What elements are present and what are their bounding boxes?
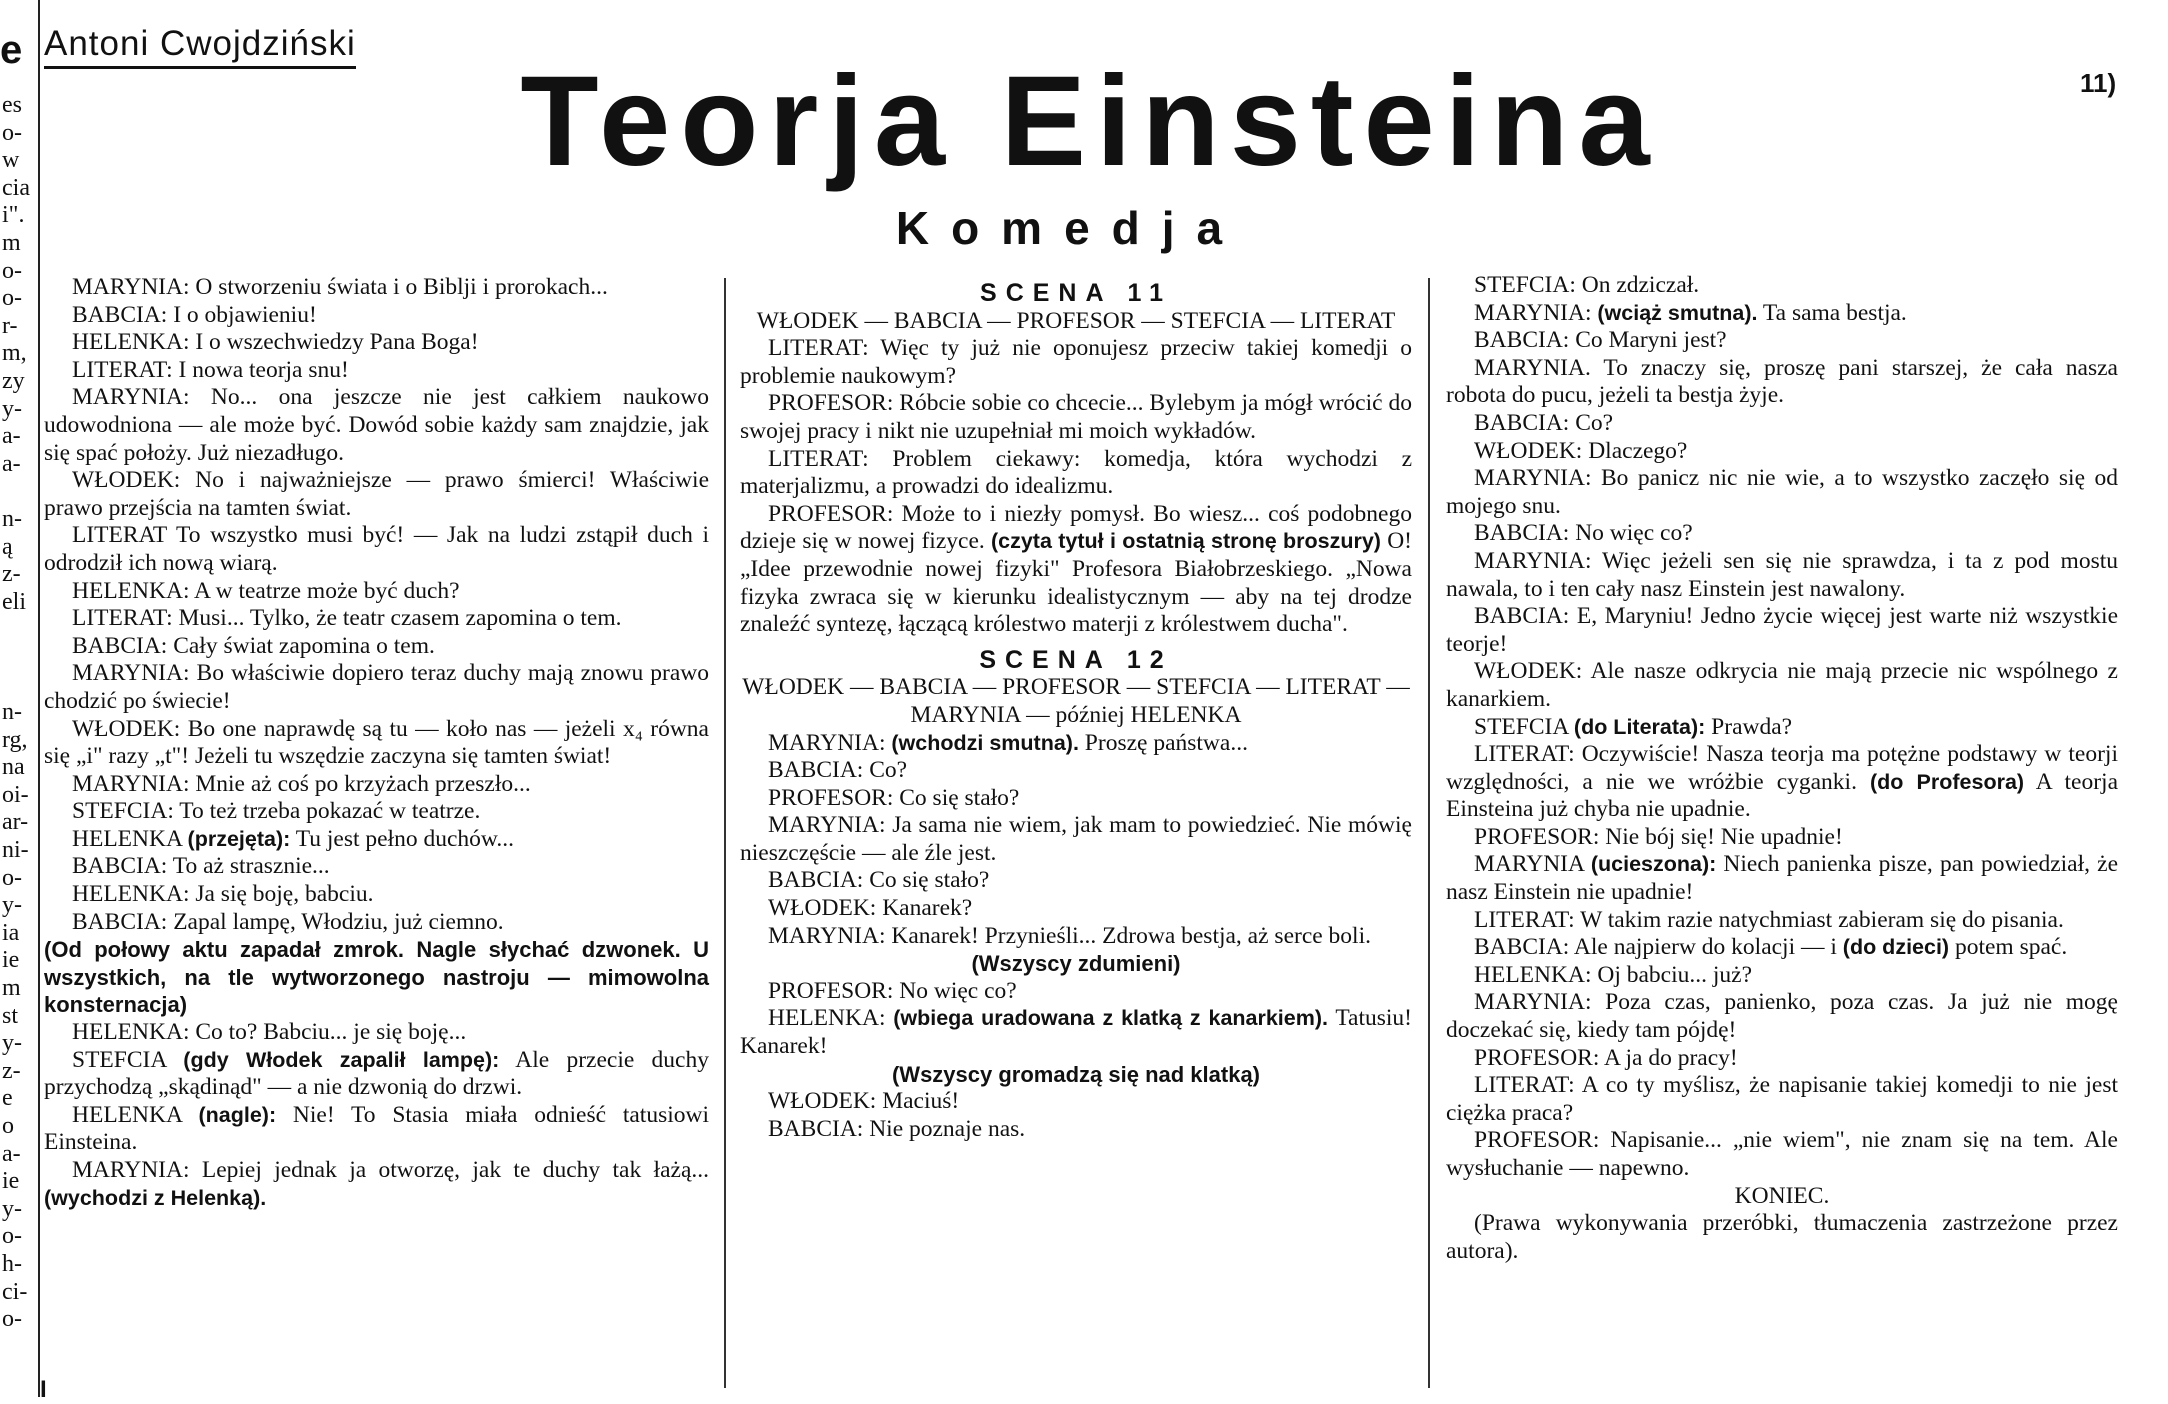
line-text: BABCIA: I o objawieniu!	[72, 301, 317, 328]
line-text: PROFESOR: Nie bój się! Nie upadnie!	[1474, 823, 1843, 850]
line-text: WŁODEK: Maciuś!	[768, 1088, 960, 1115]
line-text: LITERAT: Musi... Tylko, że teatr czasem zapomina o tem.	[72, 605, 622, 632]
dialogue-line	[44, 1157, 709, 1212]
line-text: PROFESOR: Co się stało?	[768, 784, 1020, 811]
line-text: WŁODEK: Bo one naprawdę są tu — koło nas — jeżeli x₄ równa się „i" razy „t"! Jeżeli tu wszędzie zaczyna się tamten świat!	[44, 715, 709, 770]
dialogue-line	[740, 785, 1412, 813]
edge-fragment: w	[2, 147, 20, 174]
inline-stage-direction: (gdy Włodek zapalił lampę):	[183, 1047, 500, 1072]
edge-fragment: oi-	[2, 781, 29, 808]
edge-fragment: a-	[2, 423, 21, 450]
line-text: A teorja Einsteina już chyba nie upadnie.	[1446, 768, 2118, 823]
line-text: STEFCIA	[1474, 713, 1574, 740]
edge-fragment: z-	[2, 1057, 21, 1084]
edge-fragment: zy	[2, 367, 25, 394]
dialogue-line	[44, 771, 709, 799]
line-text: MARYNIA: Poza czas, panienko, poza czas. Ja już nie mogę doczekać się, kiedy tam pójdę!	[1446, 989, 2118, 1044]
line-text: WŁODEK: Ale nasze odkrycia nie mają przecie nic wspólnego z kanarkiem.	[1446, 658, 2118, 712]
line-text: PROFESOR: No więc co?	[768, 977, 1017, 1004]
line-text: MARYNIA: Kanarek! Przynieśli... Zdrowa bestja, aż serce boli.	[768, 922, 1371, 949]
line-text: (Wszyscy gromadzą się nad klatką)	[891, 1061, 1261, 1087]
dialogue-line	[1446, 989, 2118, 1044]
edge-fragment: ie	[2, 947, 20, 974]
dialogue-line	[1446, 907, 2118, 935]
line-text: LITERAT: Oczywiście! Nasza teorja ma potężne podstawy w teorji względności, a nie we wróżbie cyganki.	[1446, 741, 2118, 795]
edge-fragment: n-	[2, 699, 22, 726]
page-subtitle: Komedja	[895, 202, 1245, 254]
line-text: LITERAT: I nowa teorja snu!	[72, 356, 349, 383]
dialogue-line	[44, 605, 709, 633]
previous-page-edge	[0, 0, 40, 1397]
line-text: Ale przecie duchy przychodzą „skądinąd" — a nie dzwonią do drzwi.	[44, 1046, 709, 1101]
column-divider	[724, 278, 726, 1388]
edge-fragment: m	[2, 975, 21, 1001]
edge-fragment	[2, 616, 30, 644]
dialogue-line	[740, 501, 1412, 639]
edge-fragment: o-	[2, 1306, 22, 1333]
line-text: BABCIA: To aż strasznie...	[72, 853, 330, 880]
line-text: HELENKA: I o wszechwiedzy Pana Boga!	[72, 329, 479, 356]
dialogue-line	[1446, 1072, 2118, 1127]
dialogue-line	[1446, 603, 2118, 658]
inline-stage-direction: (czyta tytuł i ostatnią stronę broszury)	[990, 529, 1381, 554]
edge-fragment: o-	[2, 257, 22, 284]
line-text: Ta sama bestja.	[1757, 299, 1907, 326]
text-column-2	[740, 272, 1412, 1143]
line-text: HELENKA: Co to? Babciu... je się boję...	[72, 1019, 467, 1046]
line-text: HELENKA	[72, 1101, 199, 1128]
column-divider	[1428, 278, 1430, 1388]
text-column-3	[1446, 272, 2118, 1265]
cast-line	[1446, 1183, 2118, 1211]
dialogue-line	[740, 446, 1412, 501]
line-text: KONIEC.	[1734, 1182, 1830, 1209]
line-text: STEFCIA: On zdziczał.	[1474, 272, 1700, 298]
dialogue-line	[44, 329, 709, 357]
dialogue-line	[1446, 934, 2118, 962]
line-text: MARYNIA: Bo właściwie dopiero teraz duchy mają znowu prawo chodzić po świecie!	[44, 660, 709, 714]
line-text: MARYNIA. To znaczy się, proszę pani starszej, że cała nasza robota do pucu, jeżeli ta bestja żyje.	[1446, 354, 2118, 409]
dialogue-line	[44, 798, 709, 826]
dialogue-line	[44, 274, 709, 302]
edge-fragment: ar-	[2, 809, 29, 836]
dialogue-line	[44, 826, 709, 854]
dialogue-line	[44, 357, 709, 385]
edge-fragment: h-	[2, 1250, 22, 1277]
inline-stage-direction: (do Literata):	[1573, 714, 1706, 739]
edge-fragment: na	[2, 754, 25, 781]
edge-fragment: e	[2, 1085, 13, 1112]
dialogue-line	[1446, 714, 2118, 742]
line-text: BABCIA: Co Maryni jest?	[1474, 327, 1727, 354]
dialogue-line	[1446, 272, 2118, 300]
line-text: Proszę państwa...	[1078, 729, 1248, 756]
dialogue-line	[44, 1047, 709, 1102]
edge-fragment: o	[2, 1112, 14, 1139]
line-text: LITERAT: Problem ciekawy: komedja, która wychodzi z materjalizmu, a prowadzi do idealizmu.	[740, 445, 1412, 500]
stage-direction	[740, 950, 1412, 978]
dialogue-line	[1446, 355, 2118, 410]
dialogue-line	[1446, 410, 2118, 438]
edge-fragment: y-	[2, 892, 22, 919]
edge-fragment: y-	[2, 395, 22, 422]
line-text: WŁODEK — BABCIA — PROFESOR — STEFCIA — LITERAT	[756, 307, 1396, 334]
dialogue-line	[740, 1005, 1412, 1060]
dialogue-line	[740, 335, 1412, 390]
dialogue-line	[1446, 438, 2118, 466]
scene-heading	[740, 647, 1412, 675]
edge-fragment: cia	[2, 174, 30, 201]
dialogue-line	[44, 633, 709, 661]
line-text: Niech panienka pisze, pan powiedział, że nasz Einstein nie upadnie!	[1446, 851, 2119, 906]
line-text: PROFESOR: Może to i niezły pomysł. Bo wiesz... coś podobnego dzieje się w nowej fizyce.	[740, 500, 1412, 555]
line-text: WŁODEK: No i najważniejsze — prawo śmierci! Właściwie prawo przejścia na tamten świat.	[44, 467, 709, 521]
inline-stage-direction: (przejęta):	[187, 826, 291, 851]
line-text: WŁODEK: Dlaczego?	[1474, 437, 1688, 464]
line-text: WŁODEK — BABCIA — PROFESOR — STEFCIA — LITERAT — MARYNIA — później HELENKA	[742, 674, 1410, 728]
inline-stage-direction: (ucieszona):	[1590, 852, 1717, 877]
dialogue-line	[44, 909, 709, 937]
edge-fragment: st	[2, 1002, 19, 1029]
edge-fragment: es	[2, 92, 22, 118]
dialogue-line	[44, 853, 709, 881]
line-text: STEFCIA	[72, 1046, 184, 1073]
line-text: MARYNIA: Mnie aż coś po krzyżach przeszło...	[72, 770, 531, 797]
edge-fragment	[2, 478, 30, 506]
line-text: BABCIA: Ale najpierw do kolacji — i	[1474, 934, 1843, 961]
line-text: MARYNIA	[1474, 851, 1591, 878]
stage-direction	[44, 936, 709, 1019]
line-text: PROFESOR: A ja do pracy!	[1474, 1044, 1738, 1071]
edge-fragment: y-	[2, 1030, 22, 1057]
line-text: HELENKA:	[768, 1005, 894, 1032]
dialogue-line	[1446, 465, 2118, 520]
line-text: LITERAT To wszystko musi być! — Jak na ludzi zstąpił duch i odrodził ich nową wiarą.	[44, 522, 709, 576]
dialogue-line	[44, 660, 709, 715]
line-text: MARYNIA:	[1474, 299, 1598, 326]
line-text: LITERAT: Więc ty już nie oponujesz przeciw takiej komedji o problemie naukowym?	[740, 335, 1412, 389]
inline-stage-direction: (wchodzi smutna).	[891, 730, 1079, 755]
dialogue-line	[1446, 824, 2118, 852]
edge-fragment: o-	[2, 285, 22, 312]
line-text: SCENA 12	[979, 645, 1173, 674]
dialogue-line	[1446, 548, 2118, 603]
text-column-1	[44, 274, 709, 1212]
cast-line	[740, 308, 1412, 336]
dialogue-line	[740, 812, 1412, 867]
line-text: Tatusiu! Kanarek!	[740, 1005, 1413, 1060]
edge-fragment: i".	[2, 202, 25, 229]
edge-fragment: z-	[2, 561, 21, 588]
dialogue-line	[1446, 741, 2118, 824]
edge-fragment: o-	[2, 1223, 22, 1250]
line-text: BABCIA: No więc co?	[1474, 520, 1693, 547]
line-text: MARYNIA: Bo panicz nic nie wie, a to wszystko zaczęło się od mojego snu.	[1446, 465, 2118, 519]
dialogue-line	[1446, 300, 2118, 328]
line-text: HELENKA: Ja się boję, babciu.	[72, 881, 374, 908]
edge-fragment: ci-	[2, 1278, 28, 1305]
dialogue-line	[44, 384, 709, 467]
cast-line	[740, 674, 1412, 729]
inline-stage-direction: (do Profesora)	[1869, 769, 2025, 794]
dialogue-line	[740, 390, 1412, 445]
line-text: LITERAT: W takim razie natychmiast zabieram się do pisania.	[1474, 906, 2064, 933]
cut-text-fragments	[2, 92, 30, 1334]
page-title: Teorja Einsteina	[520, 50, 1660, 193]
edge-fragment: ie	[2, 1168, 20, 1195]
dialogue-line	[740, 1088, 1412, 1116]
stage-direction	[740, 1061, 1412, 1089]
line-text: MARYNIA: No... ona jeszcze nie jest całkiem naukowo udowodniona — ale może być. Dowód sobie każdy sam znajdzie, jak się spać położy. Już niezadługo.	[44, 384, 709, 466]
line-text: Nie! To Stasia miała odnieść tatusiowi Einsteina.	[44, 1101, 710, 1156]
line-text: MARYNIA: Więc jeżeli sen się nie sprawdza, i ta z pod mostu nawala, to i ten cały nasz Einstein jest nawalony.	[1446, 547, 2118, 602]
line-text: BABCIA: Co się stało?	[768, 867, 990, 894]
line-text: (Wszyscy zdumieni)	[971, 951, 1181, 977]
dialogue-line	[44, 522, 709, 577]
dialogue-line	[1446, 520, 2118, 548]
inline-stage-direction: (wychodzi z Helenką).	[44, 1185, 267, 1210]
dialogue-line	[740, 895, 1412, 923]
edge-fragment: y-	[2, 1195, 22, 1222]
line-text: BABCIA: Co?	[768, 757, 908, 784]
dialogue-line	[740, 757, 1412, 785]
dialogue-line	[740, 730, 1412, 758]
edge-fragment: m,	[2, 340, 27, 367]
dialogue-line	[44, 467, 709, 522]
line-text: potem spać.	[1949, 934, 2068, 961]
dialogue-line	[44, 302, 709, 330]
edge-fragment: ia	[2, 919, 20, 946]
line-text: Tu jest pełno duchów...	[290, 825, 514, 852]
line-text: LITERAT: A co ty myślisz, że napisanie takiej komedji to nie jest ciężka praca?	[1446, 1072, 2118, 1126]
issue-number: 11)	[2080, 68, 2117, 98]
line-text: HELENKA	[72, 825, 188, 852]
cut-next-text: I	[40, 1376, 47, 1403]
scene-heading	[740, 280, 1412, 308]
edge-fragment: a-	[2, 450, 21, 477]
line-text: O! „Idee przewodnie nowej fizyki" Profesora Białobrzeskiego. „Nowa fizyka zwraca się w kierunku idealistycznym — aby na tej drodze znaleźć syntezę, łączącą królestwo materji z królestwem ducha".	[740, 528, 1413, 638]
line-text: (Od połowy aktu zapadał zmrok. Nagle słychać dzwonek. U wszystkich, na tle wytworzonego nastroju — mimowolna konsternacja)	[44, 937, 709, 1018]
line-text: HELENKA: A w teatrze może być duch?	[72, 577, 460, 604]
dialogue-line	[1446, 658, 2118, 713]
dialogue-line	[740, 867, 1412, 895]
dialogue-line	[1446, 1210, 2118, 1265]
inline-stage-direction: (nagle):	[198, 1102, 277, 1127]
line-text: MARYNIA:	[768, 729, 892, 756]
author-name: Antoni Cwojdziński	[44, 24, 356, 69]
dialogue-line	[44, 1019, 709, 1047]
dialogue-line	[1446, 327, 2118, 355]
line-text: (Prawa wykonywania przeróbki, tłumaczenia zastrzeżone przez autora).	[1446, 1210, 2118, 1264]
line-text: BABCIA: Nie poznaje nas.	[768, 1115, 1026, 1142]
edge-fragment	[2, 671, 30, 699]
dialogue-line	[740, 923, 1412, 951]
dialogue-line	[44, 881, 709, 909]
edge-fragment: rg,	[2, 726, 28, 753]
dialogue-line	[44, 716, 709, 771]
edge-fragment: ą	[2, 533, 13, 560]
inline-stage-direction: (wciąż smutna).	[1597, 300, 1758, 325]
line-text: BABCIA: Cały świat zapomina o tem.	[72, 632, 435, 659]
line-text: SCENA 11	[980, 279, 1172, 307]
line-text: MARYNIA: O stworzeniu świata i o Biblji i prorokach...	[72, 274, 608, 300]
edge-fragment: a-	[2, 1140, 21, 1167]
dialogue-line	[740, 978, 1412, 1006]
line-text: BABCIA: Co?	[1474, 409, 1614, 436]
line-text: STEFCIA: To też trzeba pokazać w teatrze.	[72, 798, 481, 825]
edge-fragment: eli	[2, 588, 26, 615]
line-text: PROFESOR: Róbcie sobie co chcecie... Bylebym ja mógł wrócić do swojej pracy i nikt nie uzupełniał mi moich wykładów.	[740, 390, 1412, 444]
line-text: Prawda?	[1705, 713, 1793, 740]
dialogue-line	[1446, 962, 2118, 990]
cut-headline-letter: e	[0, 28, 23, 72]
line-text: MARYNIA: Lepiej jednak ja otworzę, jak te duchy tak łażą...	[72, 1157, 709, 1183]
dialogue-line	[740, 1116, 1412, 1144]
dialogue-line	[44, 1102, 709, 1157]
line-text: HELENKA: Oj babciu... już?	[1474, 961, 1753, 988]
edge-fragment: m	[2, 229, 21, 256]
dialogue-line	[44, 578, 709, 606]
dialogue-line	[1446, 1045, 2118, 1073]
inline-stage-direction: (do dzieci)	[1842, 935, 1950, 960]
edge-fragment: o-	[2, 119, 22, 146]
line-text: WŁODEK: Kanarek?	[768, 895, 973, 922]
inline-stage-direction: (wbiega uradowana z klatką z kanarkiem).	[893, 1006, 1328, 1031]
line-text: BABCIA: Zapal lampę, Włodziu, już ciemno.	[72, 908, 504, 935]
line-text: MARYNIA: Ja sama nie wiem, jak mam to powiedzieć. Nie mówię nieszczęście — ale źle jest.	[740, 812, 1412, 866]
line-text: BABCIA: E, Maryniu! Jedno życie więcej jest warte niż wszystkie teorje!	[1446, 603, 2118, 657]
line-text: PROFESOR: Napisanie... „nie wiem", nie znam się na tem. Ale wysłuchanie — napewno.	[1446, 1127, 2118, 1181]
edge-fragment	[2, 644, 30, 672]
edge-fragment: o-	[2, 864, 22, 891]
dialogue-line	[1446, 851, 2118, 906]
edge-fragment: n-	[2, 505, 22, 532]
edge-fragment: ni-	[2, 837, 29, 864]
edge-fragment: r-	[2, 312, 18, 339]
dialogue-line	[1446, 1127, 2118, 1182]
